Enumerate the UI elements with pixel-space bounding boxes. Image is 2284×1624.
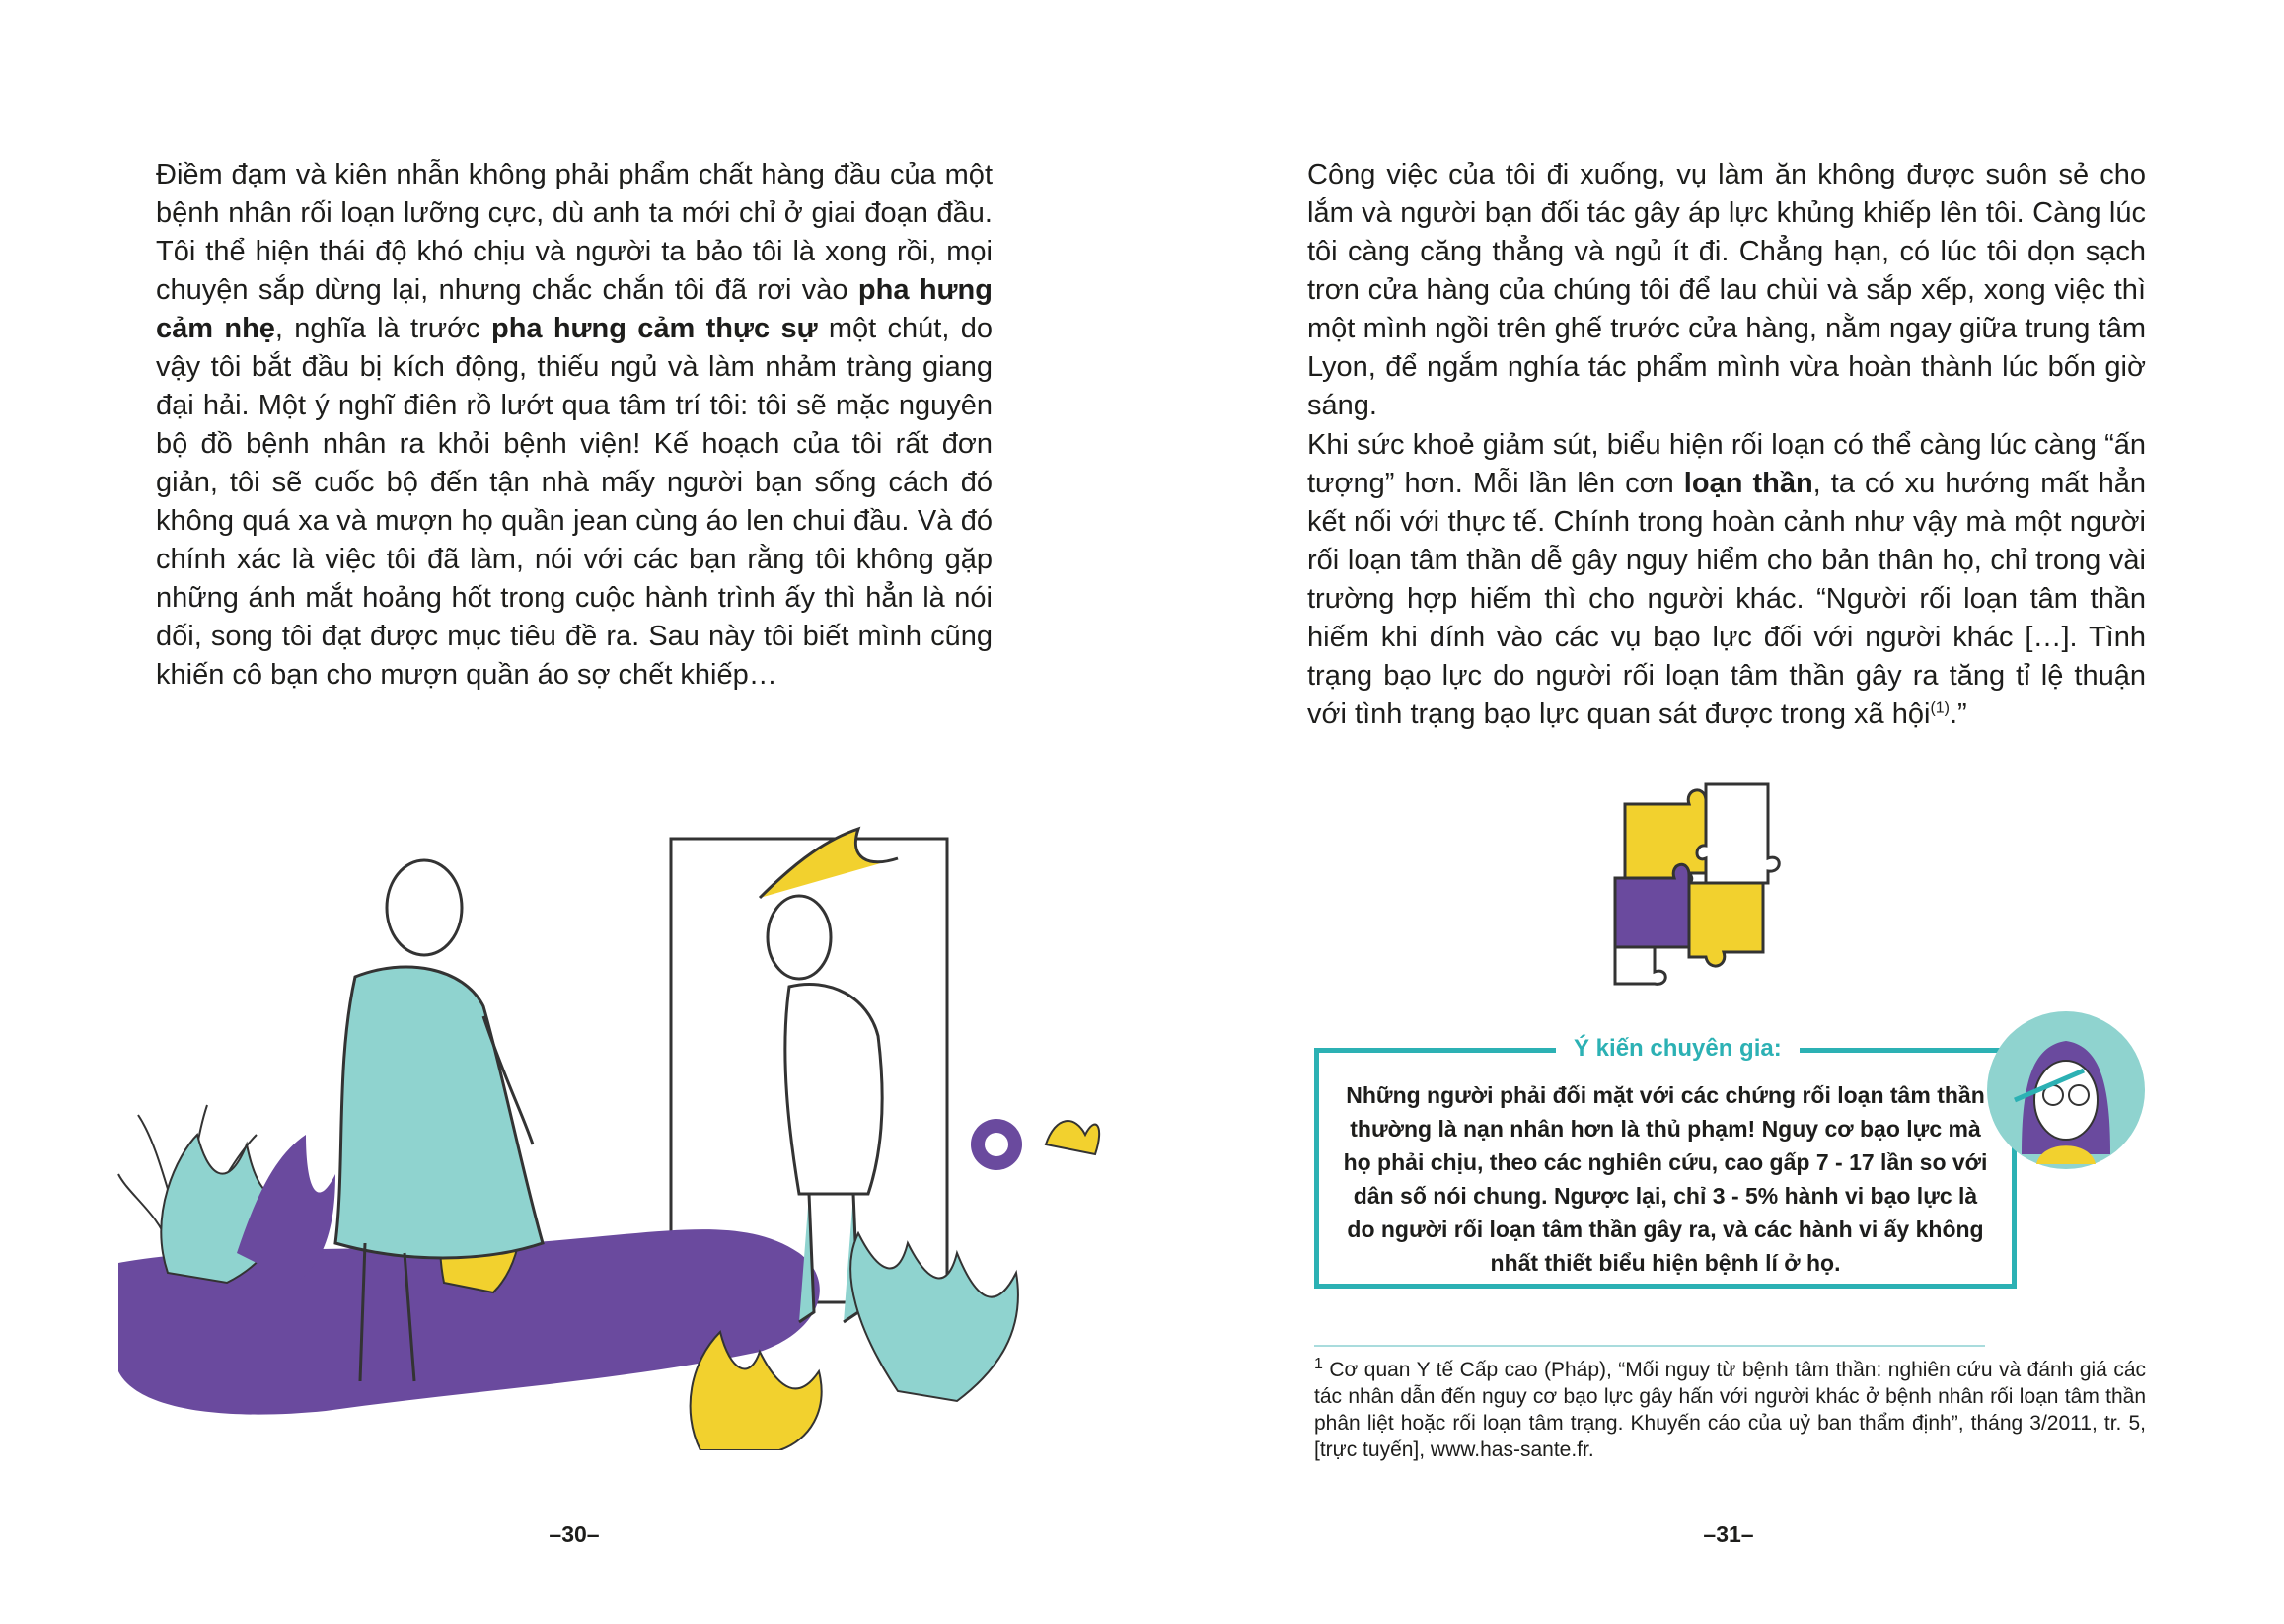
- mint-plant-right: [850, 1233, 1018, 1401]
- text-run: Điềm đạm và kiên nhẫn không phải phẩm chất hàng đầu của một bệnh nhân rối loạn lưỡng cực, dù anh ta mới chỉ ở giai đoạn đầu. Tôi thể hiện thái độ khó chịu và người ta bảo tôi là xong rồi, mọi chuyện sắp dừng lại, nhưng chắc chắn tôi đã rơi vào: [156, 159, 993, 306]
- text-run: , ta có xu hướng mất hẳn kết nối với thực tế. Chính trong hoàn cảnh như vậy mà một người rối loạn tâm thần dễ gây nguy hiểm cho bản thân họ, chỉ trong vài trường hợp hiếm thì cho người khác. “Người rối loạn tâm thần hiếm khi dính vào các vụ bạo lực đối với người khác […]. Tình trạng bạo lực do người rối loạn tâm thần gây ra tăng tỉ lệ thuận với tình trạng bạo lực quan sát được trong xã hội: [1307, 468, 2146, 730]
- footnote-marker: 1: [1314, 1356, 1323, 1372]
- text-run: .”: [1950, 699, 1967, 730]
- term-mania: pha hưng cảm thực sự: [490, 313, 818, 344]
- text-run: Khi sức khoẻ giảm sút, biểu hiện rối loạn có thể càng lúc càng “ấn tượng” hơn. Mỗi lần lên cơn: [1307, 429, 2146, 499]
- puzzle-illustration: [1595, 765, 1793, 992]
- paragraph-text: Công việc của tôi đi xuống, vụ làm ăn không được suôn sẻ cho lắm và người bạn đối tác gây áp lực khủng khiếp lên tôi. Càng lúc tôi càng căng thẳng và ngủ ít đi. Chẳng hạn, có lúc tôi dọn sạch trơn cửa hàng của chúng tôi để lau chùi và sắp xếp, xong việc thì một mình ngồi trên ghế trước cửa hàng, nằm ngay giữa trung tâm Lyon, để ngắm nghía tác phẩm mình vừa hoàn thành lúc bốn giờ sáng.: [1307, 159, 2146, 421]
- right-paragraph-2: [1307, 426, 2146, 734]
- left-paragraph: [156, 156, 993, 695]
- speech-pointer: [2010, 1066, 2089, 1105]
- yellow-flower: [1046, 1121, 1099, 1154]
- term-hypomania: pha hưng cảm nhẹ: [156, 274, 993, 344]
- expert-title: Ý kiến chuyên gia:: [1556, 1033, 1800, 1065]
- footnote-divider: [1314, 1345, 1985, 1347]
- hospital-scene-illustration: [109, 819, 1154, 1450]
- right-page: [1142, 0, 2284, 1624]
- paragraph-text: [1307, 426, 2146, 734]
- page-number-left: –30–: [549, 1521, 600, 1547]
- expert-opinion-box: [1314, 1035, 2017, 1289]
- footnote-text: Cơ quan Y tế Cấp cao (Pháp), “Mối nguy từ bệnh tâm thần: nghiên cứu và đánh giá các tác nhân dẫn đến nguy cơ bạo lực gây hấn với người khác ở bệnh nhân rối loạn tâm thần phân liệt hoặc rối loạn tâm trạng. Khuyến cáo của uỷ ban thẩm định”, tháng 3/2011, tr. 5, [trực tuyến], www.has-sante.fr.: [1314, 1359, 2146, 1461]
- text-run: , nghĩa là trước: [274, 313, 491, 344]
- left-body-text: [156, 156, 993, 695]
- page-number-right: –31–: [1703, 1521, 1754, 1547]
- right-paragraph-1: [1307, 156, 2146, 425]
- expert-text: Những người phải đối mặt với các chứng rối loạn tâm thần thường là nạn nhân hơn là thủ phạm! Nguy cơ bạo lực mà họ phải chịu, theo các nghiên cứu, cao gấp 7 - 17 lần so với dân số nói chung. Ngược lại, chỉ 3 - 5% hành vi bạo lực là do người rối loạn tâm thần gây ra, và các hành vi ấy không nhất thiết biểu hiện bệnh lí ở họ.: [1343, 1082, 1988, 1276]
- footnote-ref: (1): [1930, 700, 1950, 717]
- term-psychosis: loạn thần: [1683, 468, 1813, 499]
- footnote: [1314, 1357, 2146, 1463]
- text-run: một chút, do vậy tôi bắt đầu bị kích động, thiếu ngủ và làm nhảm tràng giang đại hải. Một ý nghĩ điên rồ lướt qua tâm trí tôi: tôi sẽ mặc nguyên bộ đồ bệnh nhân ra khỏi bệnh viện! Kế hoạch của tôi rất đơn giản, tôi sẽ cuốc bộ đến tận nhà mấy người bạn sống cách đó không quá xa và mượn họ quần jean cùng áo len chui đầu. Và đó chính xác là việc tôi đã làm, nói với các bạn rằng tôi không gặp những ánh mắt hoảng hốt trong cuộc hành trình ấy thì hẳn là nói dối, song tôi đạt được mục tiêu đề ra. Sau này tôi biết mình cũng khiến cô bạn cho mượn quần áo sợ chết khiếp…: [156, 313, 993, 691]
